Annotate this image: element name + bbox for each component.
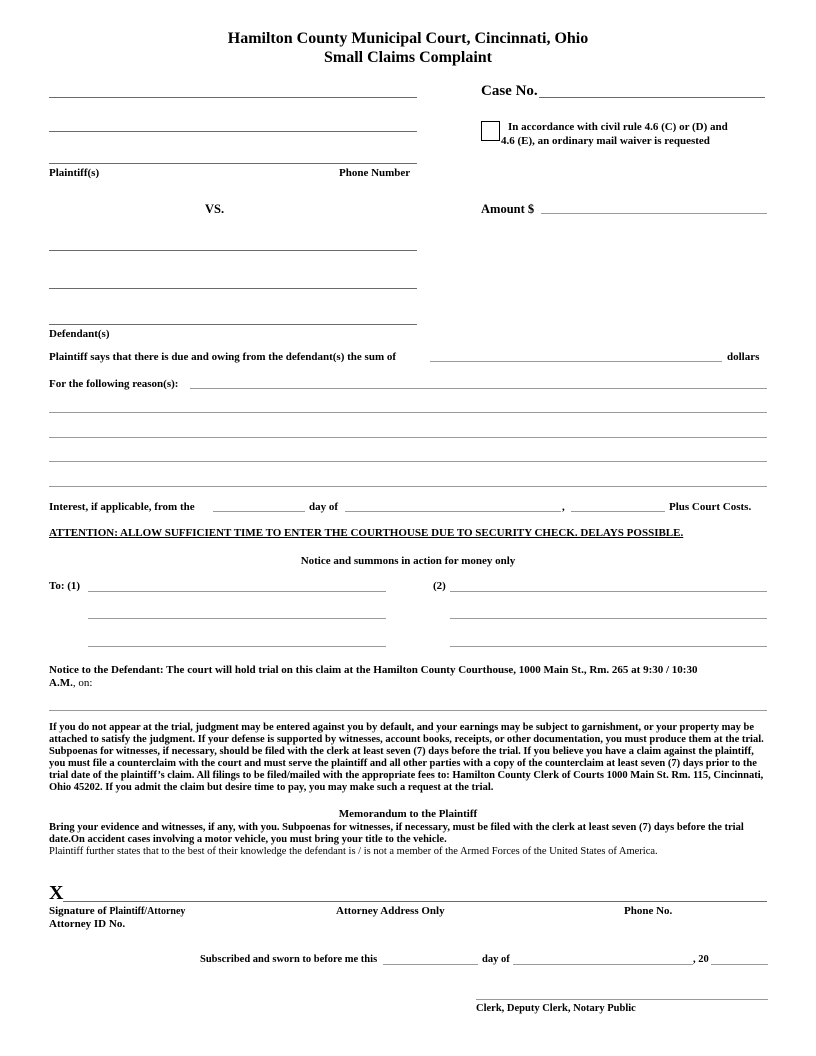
notice-line-1: Notice to the Defendant: The court will hold trial on this claim at the Hamilton County Courthouse, 1000 Main St., Rm. 265 at 9:30 / 10:30: [49, 664, 698, 676]
interest-comma: ,: [562, 501, 565, 513]
clerk-label: Clerk, Deputy Clerk, Notary Public: [476, 1003, 636, 1014]
reasons-label: For the following reason(s):: [49, 378, 179, 390]
court-title: Hamilton County Municipal Court, Cincinnati, Ohio: [227, 30, 589, 47]
phone-no-label: Phone No.: [624, 905, 673, 917]
form-title: Small Claims Complaint: [323, 49, 492, 66]
recipient-1-line[interactable]: [88, 591, 386, 592]
interest-month-field[interactable]: [345, 511, 561, 512]
plaintiff-name-line[interactable]: [49, 97, 417, 98]
recipient-1-line[interactable]: [88, 646, 386, 647]
memorandum-heading: Memorandum to the Plaintiff: [338, 808, 478, 820]
recipient-2-line[interactable]: [450, 646, 767, 647]
defendant-label: Defendant(s): [49, 328, 110, 340]
signature-of-label: Signature of: [49, 905, 110, 917]
reason-line[interactable]: [49, 437, 767, 438]
signature-x-mark: X: [49, 882, 64, 904]
on-label: , on:: [72, 677, 93, 689]
signature-line[interactable]: [63, 901, 767, 902]
sum-field[interactable]: [430, 361, 722, 362]
summons-heading: Notice and summons in action for money only: [300, 555, 516, 567]
sworn-day-of-label: day of: [482, 954, 510, 965]
phone-number-label: Phone Number: [339, 167, 411, 179]
reason-line[interactable]: [49, 461, 767, 462]
interest-label: Interest, if applicable, from the: [49, 501, 195, 513]
reason-line[interactable]: [190, 388, 767, 389]
interest-year-field[interactable]: [571, 511, 665, 512]
recipient-2-line[interactable]: [450, 591, 767, 592]
mail-waiver-text-1: In accordance with civil rule 4.6 (C) or (D) and: [508, 121, 728, 133]
plaintiff-city-line[interactable]: [49, 163, 417, 164]
plaintiff-label: Plaintiff(s): [49, 167, 100, 179]
plaintiff-attorney-label: Plaintiff/Attorney: [109, 906, 186, 917]
default-warning-paragraph: If you do not appear at the trial, judgment may be entered against you by default, and your earnings may be subject to garnishment, or your property may be attached to satisfy the judgment. If your defense is supported by witnesses, account books, receipts, or other documentation, you must produce them at the trial. Subpoenas for witnesses, if necessary, should be filed with the clerk at least seven (7) days before the trial. If you believe you have a claim against the plaintiff, you must file a counterclaim with the court and must serve the plaintiff and all other parties with a copy of the counterclaim at least seven (7) days prior to the trial date of the plaintiff’s claim. All filings to be filed/mailed with the appropriate fees to: Hamilton County Clerk of Courts 1000 Main St. Rm. 115, Cincinnati, Ohio 45202. If you admit the claim but desire time to pay, you may make such a request at the trial.: [49, 722, 764, 793]
reason-line[interactable]: [49, 412, 767, 413]
sworn-year-label: , 20: [693, 954, 709, 965]
am-label: A.M.: [49, 677, 73, 689]
interest-date-field[interactable]: [213, 511, 305, 512]
defendant-address-line[interactable]: [49, 288, 417, 289]
defendant-name-line[interactable]: [49, 250, 417, 251]
subscribed-sworn-label: Subscribed and sworn to before me this: [200, 954, 378, 965]
vs-label: VS.: [205, 202, 225, 216]
attention-notice: ATTENTION: ALLOW SUFFICIENT TIME TO ENTER THE COURTHOUSE DUE TO SECURITY CHECK. DELAYS POSSIBLE.: [49, 527, 684, 539]
mail-waiver-text-2: 4.6 (E), an ordinary mail waiver is requested: [501, 135, 710, 147]
reason-line[interactable]: [49, 486, 767, 487]
case-no-field[interactable]: [539, 97, 765, 98]
plaintiff-address-line[interactable]: [49, 131, 417, 132]
sworn-month-field[interactable]: [513, 964, 693, 965]
case-no-label: Case No.: [481, 83, 538, 99]
notice-line-2: [49, 677, 92, 689]
to-label-1: To: (1): [49, 580, 81, 592]
dollars-label: dollars: [727, 351, 760, 363]
attorney-id-label: Attorney ID No.: [49, 918, 126, 930]
sworn-year-field[interactable]: [711, 964, 768, 965]
sworn-day-field[interactable]: [383, 964, 478, 965]
clerk-signature-line[interactable]: [476, 999, 768, 1000]
armed-forces-statement: Plaintiff further states that to the best of their knowledge the defendant is / is not a member of the Armed Forces of the United States of America.: [49, 846, 658, 857]
mail-waiver-checkbox[interactable]: [481, 121, 500, 141]
defendant-city-line[interactable]: [49, 324, 417, 325]
owing-text: Plaintiff says that there is due and owing from the defendant(s) the sum of: [49, 351, 397, 363]
memorandum-text: Bring your evidence and witnesses, if any, with you. Subpoenas for witnesses, if necessary, must be filed with the clerk at least seven (7) days before the trial date.On accident cases involving a motor vehicle, you must bring your title to the vehicle.: [49, 822, 744, 845]
recipient-1-line[interactable]: [88, 618, 386, 619]
recipient-2-line[interactable]: [450, 618, 767, 619]
amount-field[interactable]: [541, 213, 767, 214]
signature-label: [49, 905, 185, 917]
plus-court-costs: Plus Court Costs.: [669, 501, 752, 513]
attorney-address-label: Attorney Address Only: [336, 905, 445, 917]
trial-date-line[interactable]: [49, 710, 767, 711]
interest-day-of-label: day of: [309, 501, 339, 513]
to-label-2: (2): [433, 580, 446, 592]
amount-label: Amount $: [481, 202, 535, 216]
